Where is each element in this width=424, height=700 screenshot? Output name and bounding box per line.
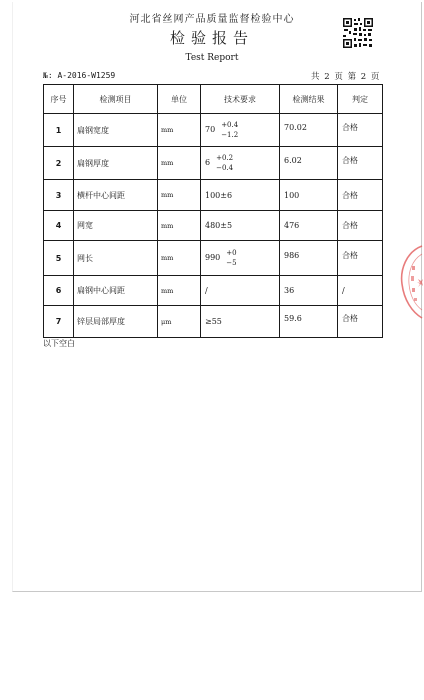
seq-cell: 7 — [44, 306, 74, 338]
official-seal-stamp — [396, 242, 424, 322]
col-header-requirement: 技术要求 — [201, 85, 280, 114]
result-cell: 59.6 — [280, 306, 338, 338]
item-cell: 锌层局部厚度 — [74, 306, 158, 338]
result-cell: 986 — [280, 241, 338, 276]
requirement-cell: 990 +0 −5 — [201, 241, 280, 276]
unit-cell: mm — [158, 147, 201, 180]
verdict-cell: 合格 — [338, 241, 383, 276]
unit-cell: mm — [158, 211, 201, 241]
qr-code-icon — [342, 17, 374, 49]
report-subtitle: Test Report — [185, 53, 239, 63]
tolerance: +0.4 −1.2 — [221, 121, 239, 139]
tolerance: +0 −5 — [226, 249, 237, 267]
unit-cell: mm — [158, 241, 201, 276]
table-row — [44, 241, 383, 276]
verdict-cell: 合格 — [338, 306, 383, 338]
seq-cell: 2 — [44, 147, 74, 180]
verdict-cell: 合格 — [338, 114, 383, 147]
end-of-data-note: 以下空白 — [43, 339, 75, 348]
verdict-cell: / — [338, 276, 383, 306]
table-row — [44, 211, 383, 241]
requirement-cell: 70 +0.4 −1.2 — [201, 114, 280, 147]
item-cell: 扁钢厚度 — [74, 147, 158, 180]
col-header-seq: 序号 — [44, 85, 74, 114]
unit-cell: mm — [158, 180, 201, 211]
result-cell: 70.02 — [280, 114, 338, 147]
unit-cell: μm — [158, 306, 201, 338]
seq-cell: 1 — [44, 114, 74, 147]
item-cell: 网长 — [74, 241, 158, 276]
seq-cell: 3 — [44, 180, 74, 211]
result-cell: 476 — [280, 211, 338, 241]
verdict-cell: 合格 — [338, 147, 383, 180]
table-row — [44, 147, 383, 180]
requirement-cell: 6 +0.2 −0.4 — [201, 147, 280, 180]
col-header-result: 检测结果 — [280, 85, 338, 114]
requirement-cell: ≥55 — [201, 306, 280, 338]
table-row — [44, 276, 383, 306]
item-cell: 网宽 — [74, 211, 158, 241]
report-number: №: A-2016-W1259 — [43, 71, 116, 80]
item-cell: 扁钢中心间距 — [74, 276, 158, 306]
item-cell: 横杆中心间距 — [74, 180, 158, 211]
unit-cell: mm — [158, 276, 201, 306]
result-cell: 36 — [280, 276, 338, 306]
result-cell: 6.02 — [280, 147, 338, 180]
table-row — [44, 306, 383, 338]
tolerance: +0.2 −0.4 — [216, 154, 234, 172]
table-header-row — [44, 85, 383, 114]
seq-cell: 6 — [44, 276, 74, 306]
seq-cell: 4 — [44, 211, 74, 241]
verdict-cell: 合格 — [338, 211, 383, 241]
page-indicator: 共 2 页 第 2 页 — [311, 72, 380, 82]
col-header-item: 检测项目 — [74, 85, 158, 114]
requirement-cell: / — [201, 276, 280, 306]
report-title: 检验报告 — [169, 29, 254, 47]
results-table — [43, 84, 383, 338]
col-header-unit: 单位 — [158, 85, 201, 114]
requirement-cell: 480±5 — [201, 211, 280, 241]
verdict-cell: 合格 — [338, 180, 383, 211]
table-row — [44, 180, 383, 211]
seq-cell: 5 — [44, 241, 74, 276]
organization-name: 河北省丝网产品质量监督检验中心 — [129, 14, 295, 25]
result-cell: 100 — [280, 180, 338, 211]
item-cell: 扁钢宽度 — [74, 114, 158, 147]
requirement-cell: 100±6 — [201, 180, 280, 211]
col-header-verdict: 判定 — [338, 85, 383, 114]
unit-cell: mm — [158, 114, 201, 147]
table-row — [44, 114, 383, 147]
